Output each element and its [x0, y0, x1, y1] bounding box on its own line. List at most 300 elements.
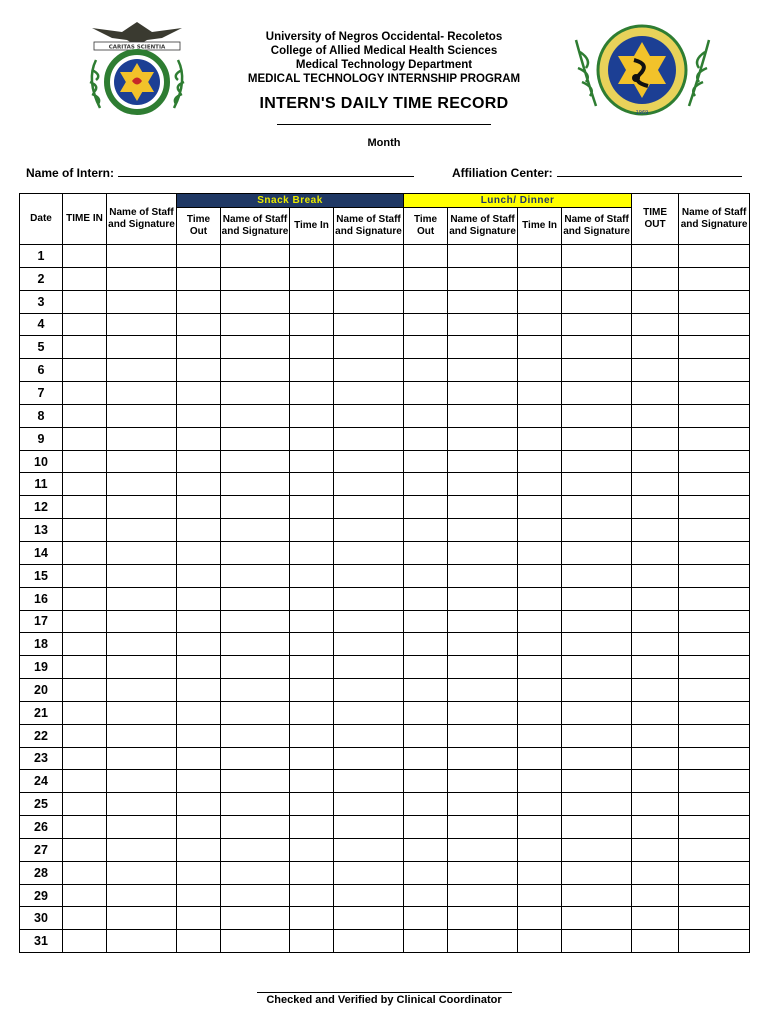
entry-cell[interactable]: [632, 313, 679, 336]
entry-cell[interactable]: [448, 793, 518, 816]
entry-cell[interactable]: [63, 679, 107, 702]
entry-cell[interactable]: [518, 679, 562, 702]
entry-cell[interactable]: [448, 701, 518, 724]
entry-cell[interactable]: [562, 610, 632, 633]
entry-cell[interactable]: [562, 450, 632, 473]
entry-cell[interactable]: [107, 724, 177, 747]
entry-cell[interactable]: [177, 564, 221, 587]
entry-cell[interactable]: [404, 656, 448, 679]
entry-cell[interactable]: [107, 587, 177, 610]
entry-cell[interactable]: [562, 679, 632, 702]
entry-cell[interactable]: [177, 336, 221, 359]
entry-cell[interactable]: [518, 427, 562, 450]
entry-cell[interactable]: [177, 610, 221, 633]
entry-cell[interactable]: [632, 679, 679, 702]
entry-cell[interactable]: [221, 861, 290, 884]
entry-cell[interactable]: [290, 382, 334, 405]
entry-cell[interactable]: [632, 816, 679, 839]
entry-cell[interactable]: [221, 564, 290, 587]
entry-cell[interactable]: [518, 313, 562, 336]
entry-cell[interactable]: [334, 907, 404, 930]
entry-cell[interactable]: [63, 724, 107, 747]
entry-cell[interactable]: [290, 245, 334, 268]
entry-cell[interactable]: [632, 564, 679, 587]
entry-cell[interactable]: [334, 747, 404, 770]
entry-cell[interactable]: [632, 245, 679, 268]
entry-cell[interactable]: [221, 587, 290, 610]
entry-cell[interactable]: [518, 907, 562, 930]
entry-cell[interactable]: [404, 770, 448, 793]
entry-cell[interactable]: [334, 473, 404, 496]
entry-cell[interactable]: [334, 267, 404, 290]
entry-cell[interactable]: [334, 816, 404, 839]
entry-cell[interactable]: [632, 336, 679, 359]
entry-cell[interactable]: [404, 679, 448, 702]
entry-cell[interactable]: [107, 359, 177, 382]
entry-cell[interactable]: [107, 541, 177, 564]
entry-cell[interactable]: [404, 724, 448, 747]
entry-cell[interactable]: [518, 793, 562, 816]
entry-cell[interactable]: [679, 724, 750, 747]
entry-cell[interactable]: [221, 838, 290, 861]
entry-cell[interactable]: [177, 633, 221, 656]
entry-cell[interactable]: [221, 496, 290, 519]
entry-cell[interactable]: [221, 770, 290, 793]
entry-cell[interactable]: [448, 450, 518, 473]
entry-cell[interactable]: [679, 816, 750, 839]
entry-cell[interactable]: [562, 884, 632, 907]
entry-cell[interactable]: [518, 930, 562, 953]
entry-cell[interactable]: [177, 861, 221, 884]
entry-cell[interactable]: [107, 816, 177, 839]
entry-cell[interactable]: [679, 633, 750, 656]
entry-cell[interactable]: [518, 404, 562, 427]
intern-name-field[interactable]: [26, 165, 414, 180]
entry-cell[interactable]: [290, 336, 334, 359]
entry-cell[interactable]: [518, 610, 562, 633]
entry-cell[interactable]: [679, 679, 750, 702]
entry-cell[interactable]: [107, 473, 177, 496]
entry-cell[interactable]: [518, 382, 562, 405]
signature-line[interactable]: [257, 992, 512, 993]
entry-cell[interactable]: [63, 267, 107, 290]
entry-cell[interactable]: [679, 313, 750, 336]
entry-cell[interactable]: [448, 838, 518, 861]
entry-cell[interactable]: [679, 427, 750, 450]
entry-cell[interactable]: [290, 656, 334, 679]
entry-cell[interactable]: [107, 496, 177, 519]
entry-cell[interactable]: [221, 793, 290, 816]
entry-cell[interactable]: [404, 610, 448, 633]
entry-cell[interactable]: [290, 884, 334, 907]
entry-cell[interactable]: [518, 701, 562, 724]
entry-cell[interactable]: [290, 290, 334, 313]
entry-cell[interactable]: [334, 701, 404, 724]
entry-cell[interactable]: [177, 679, 221, 702]
entry-cell[interactable]: [448, 290, 518, 313]
entry-cell[interactable]: [221, 633, 290, 656]
entry-cell[interactable]: [107, 404, 177, 427]
entry-cell[interactable]: [562, 861, 632, 884]
entry-cell[interactable]: [562, 245, 632, 268]
entry-cell[interactable]: [632, 930, 679, 953]
entry-cell[interactable]: [404, 427, 448, 450]
entry-cell[interactable]: [448, 770, 518, 793]
entry-cell[interactable]: [679, 496, 750, 519]
entry-cell[interactable]: [177, 793, 221, 816]
entry-cell[interactable]: [404, 564, 448, 587]
entry-cell[interactable]: [404, 793, 448, 816]
entry-cell[interactable]: [448, 541, 518, 564]
entry-cell[interactable]: [177, 541, 221, 564]
entry-cell[interactable]: [334, 770, 404, 793]
entry-cell[interactable]: [679, 793, 750, 816]
entry-cell[interactable]: [177, 427, 221, 450]
entry-cell[interactable]: [404, 382, 448, 405]
entry-cell[interactable]: [562, 267, 632, 290]
entry-cell[interactable]: [679, 450, 750, 473]
entry-cell[interactable]: [679, 770, 750, 793]
entry-cell[interactable]: [334, 838, 404, 861]
entry-cell[interactable]: [679, 930, 750, 953]
entry-cell[interactable]: [448, 610, 518, 633]
entry-cell[interactable]: [177, 404, 221, 427]
entry-cell[interactable]: [518, 473, 562, 496]
entry-cell[interactable]: [562, 587, 632, 610]
affiliation-center-line[interactable]: [557, 165, 742, 177]
entry-cell[interactable]: [404, 359, 448, 382]
entry-cell[interactable]: [518, 861, 562, 884]
entry-cell[interactable]: [290, 861, 334, 884]
entry-cell[interactable]: [562, 793, 632, 816]
entry-cell[interactable]: [177, 907, 221, 930]
entry-cell[interactable]: [107, 336, 177, 359]
entry-cell[interactable]: [632, 633, 679, 656]
entry-cell[interactable]: [107, 290, 177, 313]
entry-cell[interactable]: [632, 793, 679, 816]
entry-cell[interactable]: [177, 930, 221, 953]
entry-cell[interactable]: [63, 770, 107, 793]
entry-cell[interactable]: [107, 793, 177, 816]
entry-cell[interactable]: [63, 519, 107, 542]
entry-cell[interactable]: [334, 587, 404, 610]
entry-cell[interactable]: [290, 724, 334, 747]
entry-cell[interactable]: [177, 724, 221, 747]
entry-cell[interactable]: [221, 747, 290, 770]
entry-cell[interactable]: [290, 610, 334, 633]
entry-cell[interactable]: [221, 541, 290, 564]
entry-cell[interactable]: [63, 861, 107, 884]
entry-cell[interactable]: [632, 701, 679, 724]
entry-cell[interactable]: [334, 724, 404, 747]
entry-cell[interactable]: [562, 290, 632, 313]
entry-cell[interactable]: [518, 884, 562, 907]
entry-cell[interactable]: [177, 313, 221, 336]
entry-cell[interactable]: [404, 519, 448, 542]
entry-cell[interactable]: [632, 359, 679, 382]
entry-cell[interactable]: [518, 267, 562, 290]
entry-cell[interactable]: [518, 633, 562, 656]
entry-cell[interactable]: [334, 450, 404, 473]
entry-cell[interactable]: [404, 336, 448, 359]
entry-cell[interactable]: [63, 930, 107, 953]
entry-cell[interactable]: [562, 427, 632, 450]
intern-name-line[interactable]: [118, 165, 414, 177]
entry-cell[interactable]: [334, 679, 404, 702]
entry-cell[interactable]: [63, 564, 107, 587]
entry-cell[interactable]: [107, 930, 177, 953]
entry-cell[interactable]: [177, 473, 221, 496]
entry-cell[interactable]: [221, 816, 290, 839]
entry-cell[interactable]: [334, 564, 404, 587]
entry-cell[interactable]: [107, 861, 177, 884]
entry-cell[interactable]: [448, 656, 518, 679]
entry-cell[interactable]: [177, 701, 221, 724]
entry-cell[interactable]: [632, 724, 679, 747]
entry-cell[interactable]: [107, 313, 177, 336]
entry-cell[interactable]: [290, 679, 334, 702]
entry-cell[interactable]: [177, 359, 221, 382]
entry-cell[interactable]: [404, 473, 448, 496]
entry-cell[interactable]: [679, 610, 750, 633]
entry-cell[interactable]: [562, 656, 632, 679]
entry-cell[interactable]: [518, 290, 562, 313]
entry-cell[interactable]: [448, 633, 518, 656]
entry-cell[interactable]: [518, 656, 562, 679]
entry-cell[interactable]: [221, 450, 290, 473]
entry-cell[interactable]: [679, 564, 750, 587]
entry-cell[interactable]: [679, 245, 750, 268]
entry-cell[interactable]: [679, 907, 750, 930]
entry-cell[interactable]: [448, 884, 518, 907]
entry-cell[interactable]: [107, 838, 177, 861]
entry-cell[interactable]: [518, 541, 562, 564]
entry-cell[interactable]: [107, 519, 177, 542]
entry-cell[interactable]: [334, 610, 404, 633]
entry-cell[interactable]: [63, 816, 107, 839]
entry-cell[interactable]: [290, 473, 334, 496]
entry-cell[interactable]: [518, 838, 562, 861]
entry-cell[interactable]: [334, 793, 404, 816]
entry-cell[interactable]: [448, 267, 518, 290]
entry-cell[interactable]: [562, 724, 632, 747]
entry-cell[interactable]: [63, 450, 107, 473]
entry-cell[interactable]: [448, 427, 518, 450]
entry-cell[interactable]: [679, 861, 750, 884]
entry-cell[interactable]: [221, 610, 290, 633]
entry-cell[interactable]: [632, 267, 679, 290]
entry-cell[interactable]: [562, 382, 632, 405]
entry-cell[interactable]: [107, 747, 177, 770]
entry-cell[interactable]: [290, 496, 334, 519]
entry-cell[interactable]: [632, 404, 679, 427]
entry-cell[interactable]: [63, 701, 107, 724]
entry-cell[interactable]: [290, 564, 334, 587]
entry-cell[interactable]: [107, 656, 177, 679]
entry-cell[interactable]: [679, 359, 750, 382]
entry-cell[interactable]: [107, 382, 177, 405]
entry-cell[interactable]: [63, 610, 107, 633]
entry-cell[interactable]: [63, 382, 107, 405]
entry-cell[interactable]: [290, 838, 334, 861]
entry-cell[interactable]: [334, 861, 404, 884]
entry-cell[interactable]: [290, 770, 334, 793]
entry-cell[interactable]: [562, 838, 632, 861]
entry-cell[interactable]: [63, 656, 107, 679]
entry-cell[interactable]: [290, 313, 334, 336]
entry-cell[interactable]: [334, 427, 404, 450]
entry-cell[interactable]: [221, 679, 290, 702]
entry-cell[interactable]: [177, 770, 221, 793]
entry-cell[interactable]: [562, 747, 632, 770]
entry-cell[interactable]: [679, 336, 750, 359]
entry-cell[interactable]: [562, 359, 632, 382]
entry-cell[interactable]: [518, 747, 562, 770]
entry-cell[interactable]: [448, 861, 518, 884]
entry-cell[interactable]: [518, 816, 562, 839]
entry-cell[interactable]: [562, 564, 632, 587]
entry-cell[interactable]: [679, 541, 750, 564]
entry-cell[interactable]: [334, 290, 404, 313]
entry-cell[interactable]: [404, 267, 448, 290]
entry-cell[interactable]: [448, 930, 518, 953]
entry-cell[interactable]: [221, 656, 290, 679]
entry-cell[interactable]: [177, 382, 221, 405]
entry-cell[interactable]: [177, 838, 221, 861]
entry-cell[interactable]: [290, 747, 334, 770]
entry-cell[interactable]: [632, 519, 679, 542]
entry-cell[interactable]: [632, 290, 679, 313]
entry-cell[interactable]: [221, 313, 290, 336]
entry-cell[interactable]: [107, 245, 177, 268]
entry-cell[interactable]: [63, 245, 107, 268]
entry-cell[interactable]: [107, 679, 177, 702]
entry-cell[interactable]: [632, 473, 679, 496]
entry-cell[interactable]: [404, 861, 448, 884]
entry-cell[interactable]: [448, 336, 518, 359]
entry-cell[interactable]: [679, 656, 750, 679]
entry-cell[interactable]: [404, 450, 448, 473]
entry-cell[interactable]: [632, 450, 679, 473]
entry-cell[interactable]: [404, 747, 448, 770]
entry-cell[interactable]: [518, 496, 562, 519]
entry-cell[interactable]: [334, 359, 404, 382]
entry-cell[interactable]: [448, 404, 518, 427]
entry-cell[interactable]: [334, 884, 404, 907]
entry-cell[interactable]: [404, 816, 448, 839]
entry-cell[interactable]: [221, 359, 290, 382]
entry-cell[interactable]: [63, 747, 107, 770]
entry-cell[interactable]: [404, 245, 448, 268]
entry-cell[interactable]: [334, 656, 404, 679]
entry-cell[interactable]: [404, 930, 448, 953]
entry-cell[interactable]: [404, 633, 448, 656]
entry-cell[interactable]: [290, 267, 334, 290]
entry-cell[interactable]: [334, 404, 404, 427]
entry-cell[interactable]: [290, 793, 334, 816]
entry-cell[interactable]: [177, 884, 221, 907]
entry-cell[interactable]: [518, 519, 562, 542]
entry-cell[interactable]: [107, 427, 177, 450]
entry-cell[interactable]: [290, 633, 334, 656]
entry-cell[interactable]: [448, 724, 518, 747]
entry-cell[interactable]: [221, 701, 290, 724]
entry-cell[interactable]: [334, 930, 404, 953]
entry-cell[interactable]: [63, 359, 107, 382]
entry-cell[interactable]: [679, 519, 750, 542]
entry-cell[interactable]: [679, 404, 750, 427]
entry-cell[interactable]: [562, 541, 632, 564]
entry-cell[interactable]: [107, 907, 177, 930]
entry-cell[interactable]: [562, 404, 632, 427]
entry-cell[interactable]: [290, 587, 334, 610]
entry-cell[interactable]: [63, 427, 107, 450]
entry-cell[interactable]: [221, 907, 290, 930]
entry-cell[interactable]: [221, 382, 290, 405]
entry-cell[interactable]: [679, 382, 750, 405]
entry-cell[interactable]: [632, 861, 679, 884]
entry-cell[interactable]: [334, 633, 404, 656]
entry-cell[interactable]: [63, 884, 107, 907]
entry-cell[interactable]: [448, 313, 518, 336]
entry-cell[interactable]: [177, 747, 221, 770]
entry-cell[interactable]: [562, 473, 632, 496]
entry-cell[interactable]: [562, 907, 632, 930]
entry-cell[interactable]: [679, 473, 750, 496]
entry-cell[interactable]: [334, 541, 404, 564]
entry-cell[interactable]: [448, 816, 518, 839]
entry-cell[interactable]: [221, 290, 290, 313]
entry-cell[interactable]: [63, 541, 107, 564]
entry-cell[interactable]: [404, 313, 448, 336]
entry-cell[interactable]: [221, 336, 290, 359]
entry-cell[interactable]: [518, 336, 562, 359]
entry-cell[interactable]: [221, 930, 290, 953]
entry-cell[interactable]: [334, 496, 404, 519]
entry-cell[interactable]: [221, 404, 290, 427]
entry-cell[interactable]: [562, 701, 632, 724]
entry-cell[interactable]: [107, 450, 177, 473]
entry-cell[interactable]: [63, 313, 107, 336]
entry-cell[interactable]: [562, 770, 632, 793]
entry-cell[interactable]: [290, 450, 334, 473]
entry-cell[interactable]: [290, 427, 334, 450]
affiliation-center-field[interactable]: [452, 165, 742, 180]
entry-cell[interactable]: [63, 838, 107, 861]
entry-cell[interactable]: [448, 245, 518, 268]
entry-cell[interactable]: [562, 496, 632, 519]
entry-cell[interactable]: [334, 382, 404, 405]
entry-cell[interactable]: [679, 701, 750, 724]
entry-cell[interactable]: [63, 587, 107, 610]
entry-cell[interactable]: [404, 290, 448, 313]
entry-cell[interactable]: [63, 633, 107, 656]
entry-cell[interactable]: [448, 473, 518, 496]
entry-cell[interactable]: [632, 610, 679, 633]
entry-cell[interactable]: [63, 793, 107, 816]
entry-cell[interactable]: [448, 747, 518, 770]
entry-cell[interactable]: [679, 884, 750, 907]
entry-cell[interactable]: [334, 313, 404, 336]
entry-cell[interactable]: [107, 267, 177, 290]
entry-cell[interactable]: [632, 770, 679, 793]
entry-cell[interactable]: [290, 404, 334, 427]
entry-cell[interactable]: [448, 382, 518, 405]
entry-cell[interactable]: [632, 541, 679, 564]
month-input-line[interactable]: [277, 124, 491, 125]
entry-cell[interactable]: [404, 838, 448, 861]
entry-cell[interactable]: [221, 724, 290, 747]
